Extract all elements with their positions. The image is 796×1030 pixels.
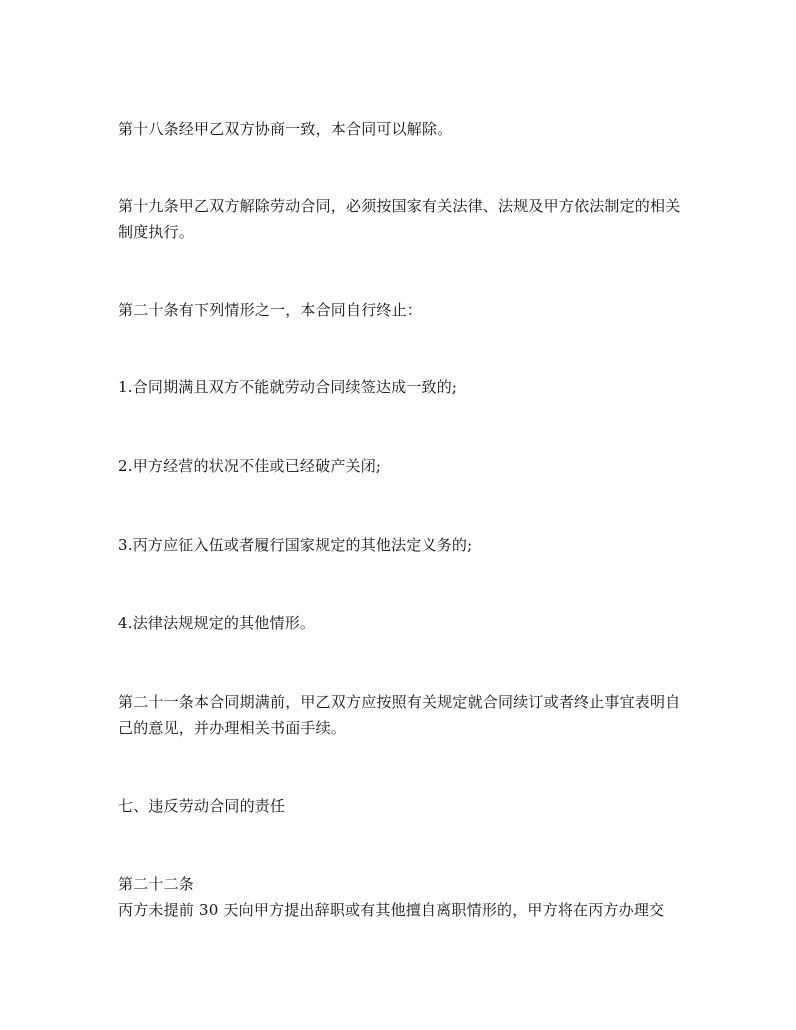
termination-item-2: 2.甲方经营的状况不佳或已经破产关闭; [118,457,382,475]
article-21: 第二十一条本合同期满前，甲乙双方应按照有关规定就合同续订或者终止事宜表明自己的意见，并办理相关书面手续。 [118,693,681,737]
article-22-body: 丙方未提前 30 天向甲方提出辞职或有其他擅自离职情形的，甲方将在丙方办理交 [118,901,665,919]
article-18: 第十八条经甲乙双方协商一致，本合同可以解除。 [118,120,453,138]
article-22-heading: 第二十二条 [118,875,195,893]
termination-item-4: 4.法律法规规定的其他情形。 [118,614,316,632]
section-heading: 七、违反劳动合同的责任 [118,797,286,815]
termination-item-1: 1.合同期满且双方不能就劳动合同续签达成一致的; [118,378,458,396]
article-19: 第十九条甲乙双方解除劳动合同，必须按国家有关法律、法规及甲方依法制定的相关制度执行。 [118,197,681,241]
termination-item-3: 3.丙方应征入伍或者履行国家规定的其他法定义务的; [118,536,473,554]
article-20: 第二十条有下列情形之一，本合同自行终止： [118,301,423,319]
